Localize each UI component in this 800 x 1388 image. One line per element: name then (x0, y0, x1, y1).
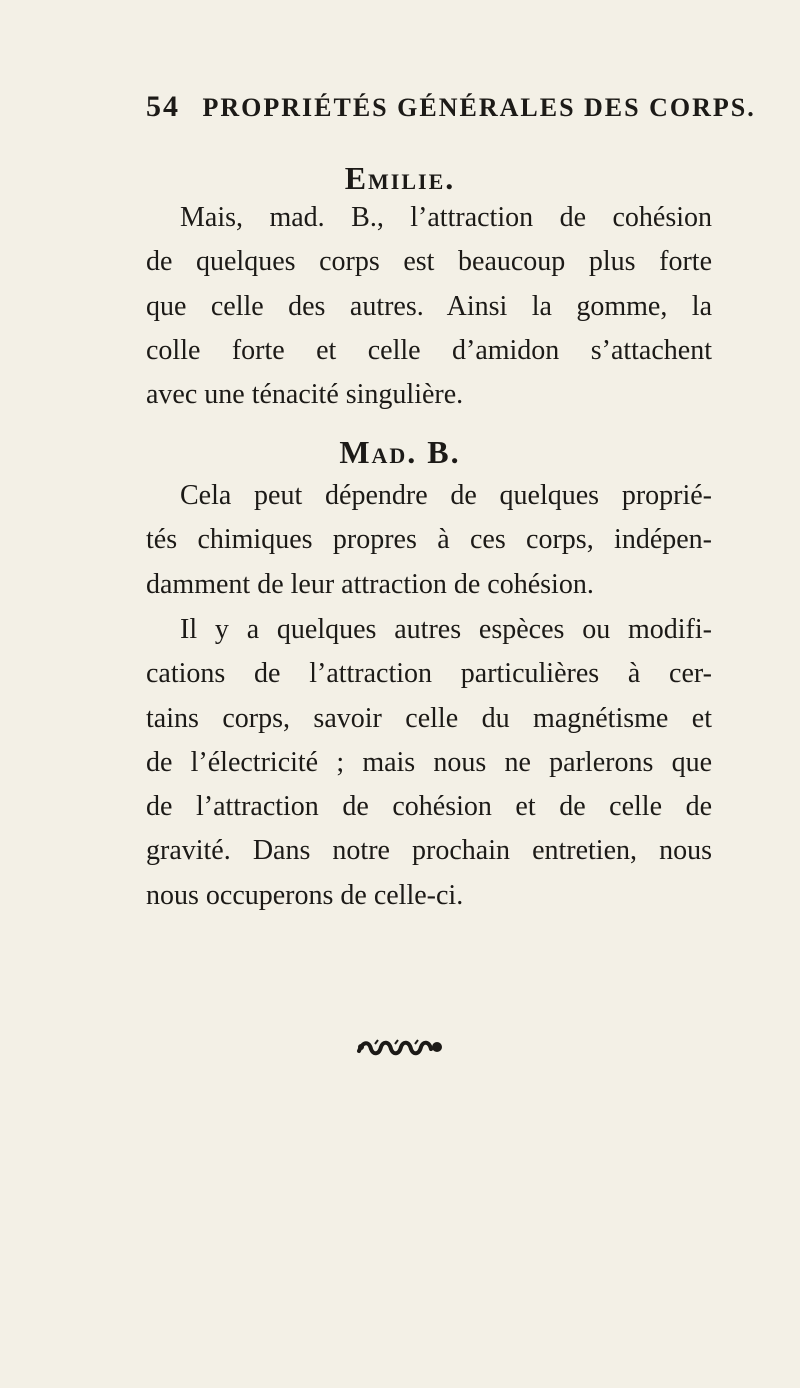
text-line: colle forte et celle d’amidon s’attachent (146, 334, 712, 366)
tailpiece-ornament-icon (0, 1035, 800, 1065)
text-line: de quelques corps est beaucoup plus forte (146, 246, 712, 278)
text-line: gravité. Dans notre prochain entretien, nous (146, 835, 712, 867)
running-head (146, 90, 756, 124)
text-line: avec une ténacité singulière. (146, 379, 464, 411)
text-line: de l’électricité ; mais nous ne parlerons que (146, 746, 712, 778)
speaker-name-mad-b: Mad. B. (339, 434, 461, 470)
running-title: PROPRIÉTÉS GÉNÉRALES DES CORPS. (202, 93, 756, 122)
text-line: que celle des autres. Ainsi la gomme, la (146, 290, 712, 322)
text-line: Mais, mad. B., l’attraction de cohésion (180, 202, 712, 233)
paragraph (146, 608, 712, 918)
text-line: Cela peut dépendre de quelques proprié- (180, 480, 712, 511)
paragraph (146, 196, 712, 417)
text-line: tés chimiques propres à ces corps, indépen- (146, 524, 712, 556)
text-line: tains corps, savoir celle du magnétisme et (146, 702, 712, 734)
text-line: damment de leur attraction de cohésion. (146, 568, 594, 600)
text-line: cations de l’attraction particulières à cer- (146, 658, 712, 690)
text-line: nous occuperons de celle-ci. (146, 879, 464, 911)
page-number: 54 (146, 90, 180, 123)
text-line: Il y a quelques autres espèces ou modifi- (180, 614, 712, 645)
text-line: de l’attraction de cohésion et de celle de (146, 791, 712, 823)
paragraph (146, 474, 712, 607)
speaker-name-emilie: Emilie. (344, 160, 456, 196)
